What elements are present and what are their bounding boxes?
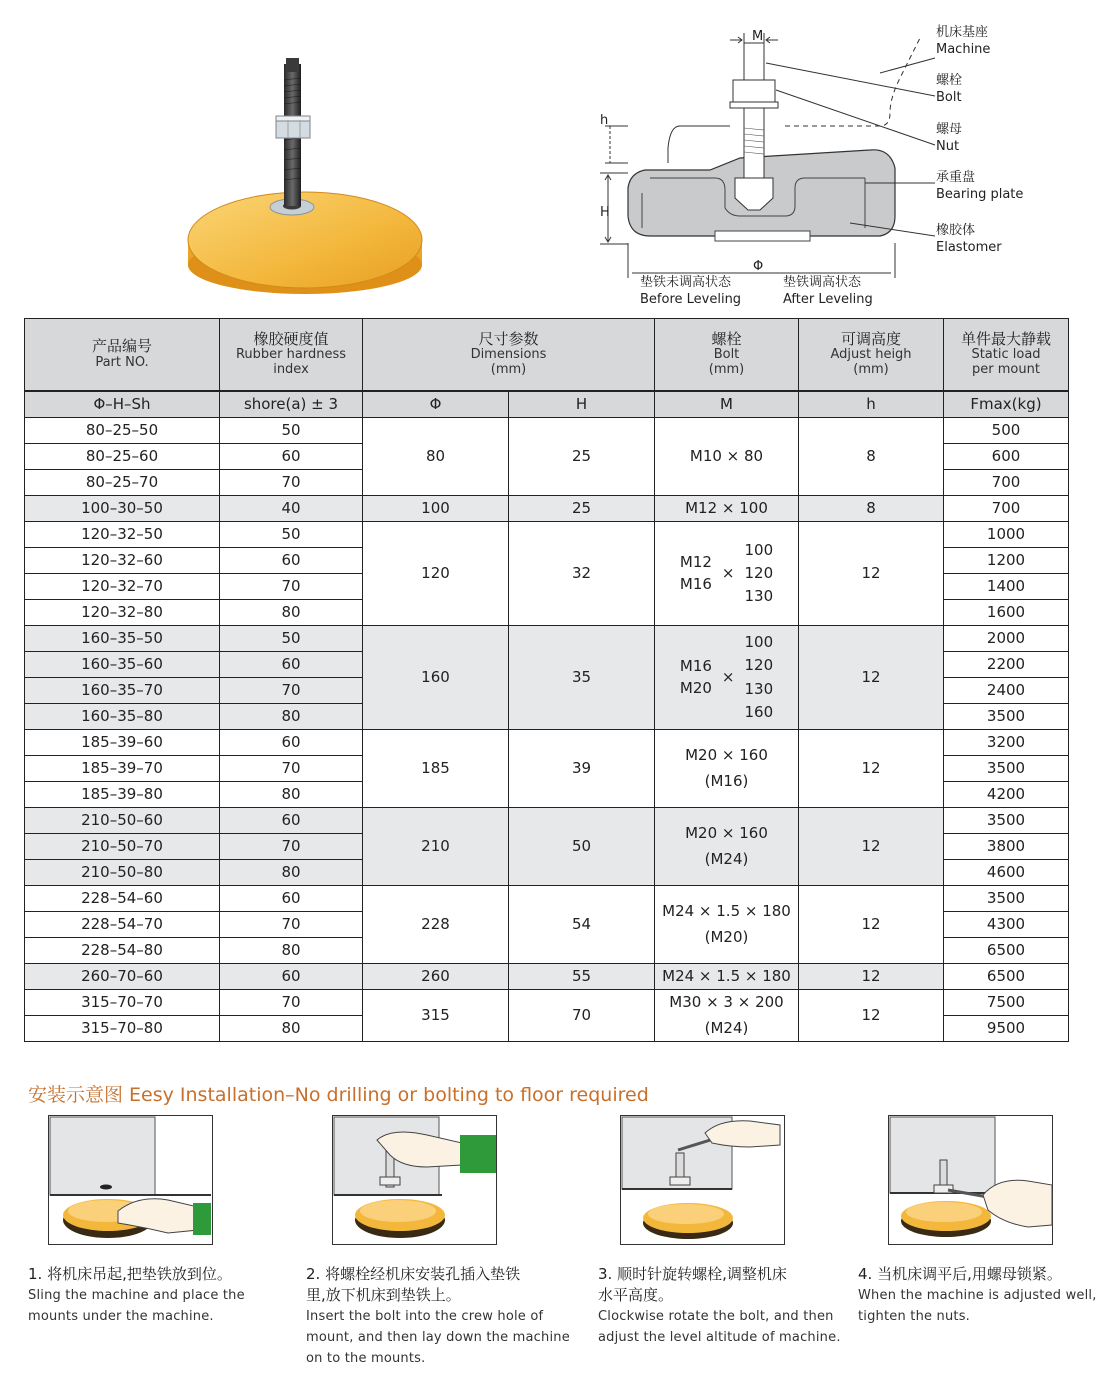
diagram-plate-zh: 承重盘 xyxy=(936,170,976,185)
bolt-times: × xyxy=(721,667,735,686)
bolt-spec: M20 × 160 xyxy=(685,746,768,765)
step-4-text xyxy=(858,1264,1098,1327)
load-cell: 4300 xyxy=(944,912,1069,938)
hardness-cell: 70 xyxy=(220,756,363,782)
part-number-cell: 315–70–80 xyxy=(25,1016,220,1042)
step-1-zh-0: 1. 将机床吊起,把垫铁放到位。 xyxy=(28,1265,232,1283)
phi-cell: 80 xyxy=(363,418,509,496)
step-2-en-0: Insert the bolt into the crew hole of xyxy=(306,1309,544,1324)
load-cell: 1600 xyxy=(944,600,1069,626)
diagram-label-M: M xyxy=(752,29,764,44)
bolt-cell xyxy=(655,496,799,522)
step-4-illustration xyxy=(888,1115,1053,1245)
hardness-cell: 70 xyxy=(220,470,363,496)
diagram-bolt-zh: 螺栓 xyxy=(936,73,963,88)
phi-cell: 228 xyxy=(363,886,509,964)
subheader-H: H xyxy=(509,391,655,418)
bolt-spec: M12 × 100 xyxy=(685,498,768,517)
part-number-cell: 120–32–70 xyxy=(25,574,220,600)
part-number-cell: 120–32–60 xyxy=(25,548,220,574)
bolt-spec: M24 × 1.5 × 180 xyxy=(662,902,791,921)
phi-cell: 260 xyxy=(363,964,509,990)
load-cell: 1400 xyxy=(944,574,1069,600)
hardness-cell: 70 xyxy=(220,990,363,1016)
step-1-illustration xyxy=(48,1115,213,1245)
subheader-part: Φ–H–Sh xyxy=(25,391,220,418)
load-cell: 1000 xyxy=(944,522,1069,548)
load-cell: 700 xyxy=(944,470,1069,496)
part-number-cell: 185–39–80 xyxy=(25,782,220,808)
header-hardness: 橡胶硬度值 Rubber hardness index xyxy=(220,319,363,392)
subheader-M: M xyxy=(655,391,799,418)
load-cell: 2400 xyxy=(944,678,1069,704)
part-number-cell: 185–39–60 xyxy=(25,730,220,756)
diagram-bolt-en: Bolt xyxy=(936,90,962,105)
cross-section-diagram xyxy=(590,18,1070,313)
phi-cell: 210 xyxy=(363,808,509,886)
adjust-height-cell: 12 xyxy=(799,808,944,886)
step-2-en-1: mount, and then lay down the machine xyxy=(306,1330,570,1345)
part-number-cell: 160–35–60 xyxy=(25,652,220,678)
installation-title: 安装示意图 Eesy Installation–No drilling or bolting to floor required xyxy=(28,1084,649,1106)
bolt-length: 130 xyxy=(744,679,774,698)
diagram-label-h: h xyxy=(600,113,609,128)
load-cell: 4600 xyxy=(944,860,1069,886)
subheader-phi: Φ xyxy=(363,391,509,418)
part-number-cell: 228–54–60 xyxy=(25,886,220,912)
bolt-length: 100 xyxy=(744,540,774,559)
step-2-illustration xyxy=(332,1115,497,1245)
step-1-en-1: mounts under the machine. xyxy=(28,1309,214,1324)
phi-cell: 160 xyxy=(363,626,509,730)
table-row xyxy=(25,990,1069,1016)
step-3-zh-0: 3. 顺时针旋转螺栓,调整机床 xyxy=(598,1265,787,1283)
load-cell: 1200 xyxy=(944,548,1069,574)
part-number-cell: 210–50–60 xyxy=(25,808,220,834)
subheader-h: h xyxy=(799,391,944,418)
hardness-cell: 60 xyxy=(220,964,363,990)
load-cell: 3500 xyxy=(944,808,1069,834)
load-cell: 3800 xyxy=(944,834,1069,860)
part-number-cell: 160–35–70 xyxy=(25,678,220,704)
bolt-length: 100 xyxy=(744,633,774,651)
step-4-zh-0: 4. 当机床调平后,用螺母锁紧。 xyxy=(858,1265,1062,1283)
bolt-spec: M24 × 1.5 × 180 xyxy=(662,966,791,985)
bolt-spec: M30 × 3 × 200 xyxy=(669,993,784,1012)
adjust-height-cell: 12 xyxy=(799,886,944,964)
step-2-zh-0: 2. 将螺栓经机床安装孔插入垫铁 xyxy=(306,1265,521,1283)
step-3-en-1: adjust the level altitude of machine. xyxy=(598,1330,841,1345)
part-number-cell: 80–25–60 xyxy=(25,444,220,470)
hardness-cell: 80 xyxy=(220,938,363,964)
bolt-length: 130 xyxy=(744,587,774,606)
table-row xyxy=(25,808,1069,834)
table-row xyxy=(25,886,1069,912)
load-cell: 2000 xyxy=(944,626,1069,652)
hardness-cell: 80 xyxy=(220,704,363,730)
hardness-cell: 60 xyxy=(220,808,363,834)
adjust-height-cell: 12 xyxy=(799,730,944,808)
subheader-hardness: shore(a) ± 3 xyxy=(220,391,363,418)
load-cell: 3200 xyxy=(944,730,1069,756)
diagram-nut-zh: 螺母 xyxy=(936,122,963,137)
part-number-cell: 160–35–50 xyxy=(25,626,220,652)
load-cell: 3500 xyxy=(944,756,1069,782)
table-row xyxy=(25,964,1069,990)
load-cell: 500 xyxy=(944,418,1069,444)
hardness-cell: 60 xyxy=(220,444,363,470)
adjust-height-cell: 8 xyxy=(799,418,944,496)
bolt-cell xyxy=(655,886,799,964)
diagram-label-H: H xyxy=(600,205,610,220)
diagram-after-en: After Leveling xyxy=(783,292,873,307)
hardness-cell: 60 xyxy=(220,730,363,756)
part-number-cell: 80–25–50 xyxy=(25,418,220,444)
hardness-cell: 70 xyxy=(220,834,363,860)
bolt-cell xyxy=(655,626,799,730)
load-cell: 7500 xyxy=(944,990,1069,1016)
step-3-illustration xyxy=(620,1115,785,1245)
hardness-cell: 80 xyxy=(220,600,363,626)
height-cell: 54 xyxy=(509,886,655,964)
step-2-en-2: on to the mounts. xyxy=(306,1351,426,1366)
bolt-cell xyxy=(655,990,799,1042)
phi-cell: 185 xyxy=(363,730,509,808)
header-dimensions: 尺寸参数 Dimensions (mm) xyxy=(363,319,655,392)
height-cell: 39 xyxy=(509,730,655,808)
load-cell: 9500 xyxy=(944,1016,1069,1042)
step-4-en-1: tighten the nuts. xyxy=(858,1309,971,1324)
height-cell: 35 xyxy=(509,626,655,730)
load-cell: 6500 xyxy=(944,964,1069,990)
table-row xyxy=(25,626,1069,652)
bolt-spec: M10 × 80 xyxy=(689,446,764,465)
hardness-cell: 80 xyxy=(220,1016,363,1042)
diagram-before-en: Before Leveling xyxy=(640,292,742,307)
hardness-cell: 70 xyxy=(220,912,363,938)
part-number-cell: 315–70–70 xyxy=(25,990,220,1016)
bolt-cell xyxy=(655,808,799,886)
table-row xyxy=(25,418,1069,444)
part-number-cell: 228–54–70 xyxy=(25,912,220,938)
table-row xyxy=(25,496,1069,522)
bolt-length: 120 xyxy=(744,656,774,675)
part-number-cell: 228–54–80 xyxy=(25,938,220,964)
load-cell: 2200 xyxy=(944,652,1069,678)
hardness-cell: 80 xyxy=(220,782,363,808)
part-number-cell: 120–32–80 xyxy=(25,600,220,626)
part-number-cell: 210–50–70 xyxy=(25,834,220,860)
part-number-cell: 100–30–50 xyxy=(25,496,220,522)
bolt-spec: (M16) xyxy=(704,771,749,790)
adjust-height-cell: 8 xyxy=(799,496,944,522)
step-1-text xyxy=(28,1264,298,1327)
diagram-nut-en: Nut xyxy=(936,139,960,154)
adjust-height-cell: 12 xyxy=(799,626,944,730)
part-number-cell: 120–32–50 xyxy=(25,522,220,548)
header-adjust: 可调高度 Adjust heigh (mm) xyxy=(799,319,944,392)
hardness-cell: 80 xyxy=(220,860,363,886)
bolt-times: × xyxy=(721,563,735,582)
phi-cell: 120 xyxy=(363,522,509,626)
height-cell: 32 xyxy=(509,522,655,626)
height-cell: 70 xyxy=(509,990,655,1042)
bolt-spec: M20 × 160 xyxy=(685,824,768,843)
load-cell: 6500 xyxy=(944,938,1069,964)
phi-cell: 100 xyxy=(363,496,509,522)
hardness-cell: 50 xyxy=(220,626,363,652)
table-row xyxy=(25,522,1069,548)
adjust-height-cell: 12 xyxy=(799,990,944,1042)
hardness-cell: 60 xyxy=(220,548,363,574)
product-photo xyxy=(180,50,430,300)
step-2-zh-1: 里,放下机床到垫铁上。 xyxy=(306,1286,461,1304)
bolt-thread: M12 xyxy=(679,553,712,572)
load-cell: 3500 xyxy=(944,886,1069,912)
bolt-spec: (M24) xyxy=(704,1018,749,1037)
adjust-height-cell: 12 xyxy=(799,522,944,626)
part-number-cell: 260–70–60 xyxy=(25,964,220,990)
bolt-length: 160 xyxy=(744,702,774,721)
table-row xyxy=(25,730,1069,756)
height-cell: 50 xyxy=(509,808,655,886)
hardness-cell: 70 xyxy=(220,574,363,600)
part-number-cell: 80–25–70 xyxy=(25,470,220,496)
diagram-before-zh: 垫铁未调高状态 xyxy=(640,275,732,290)
phi-cell: 315 xyxy=(363,990,509,1042)
bolt-length: 120 xyxy=(744,563,774,582)
hardness-cell: 40 xyxy=(220,496,363,522)
hardness-cell: 60 xyxy=(220,886,363,912)
load-cell: 4200 xyxy=(944,782,1069,808)
part-number-cell: 160–35–80 xyxy=(25,704,220,730)
load-cell: 3500 xyxy=(944,704,1069,730)
step-1-en-0: Sling the machine and place the xyxy=(28,1288,245,1303)
diagram-label-phi: Φ xyxy=(753,259,764,274)
spec-table xyxy=(24,318,1069,1042)
bolt-cell xyxy=(655,418,799,496)
part-number-cell: 185–39–70 xyxy=(25,756,220,782)
header-bolt: 螺栓 Bolt (mm) xyxy=(655,319,799,392)
subheader-load: Fmax(kg) xyxy=(944,391,1069,418)
diagram-machine-zh: 机床基座 xyxy=(936,25,989,40)
adjust-height-cell: 12 xyxy=(799,964,944,990)
height-cell: 25 xyxy=(509,418,655,496)
step-4-en-0: When the machine is adjusted well, xyxy=(858,1288,1097,1303)
diagram-elastomer-en: Elastomer xyxy=(936,240,1002,255)
bolt-spec: (M20) xyxy=(704,927,749,946)
step-3-text xyxy=(598,1264,848,1348)
hardness-cell: 70 xyxy=(220,678,363,704)
load-cell: 700 xyxy=(944,496,1069,522)
hardness-cell: 60 xyxy=(220,652,363,678)
step-3-en-0: Clockwise rotate the bolt, and then xyxy=(598,1309,834,1324)
header-part: 产品编号 Part NO. xyxy=(25,319,220,392)
hardness-cell: 50 xyxy=(220,522,363,548)
diagram-elastomer-zh: 橡胶体 xyxy=(936,223,976,238)
part-number-cell: 210–50–80 xyxy=(25,860,220,886)
bolt-cell xyxy=(655,522,799,626)
height-cell: 25 xyxy=(509,496,655,522)
hardness-cell: 50 xyxy=(220,418,363,444)
step-3-zh-1: 水平高度。 xyxy=(598,1286,674,1304)
diagram-plate-en: Bearing plate xyxy=(936,187,1024,202)
diagram-machine-en: Machine xyxy=(936,42,991,57)
spec-table-body xyxy=(25,418,1069,1042)
bolt-thread: M20 xyxy=(679,678,712,697)
height-cell: 55 xyxy=(509,964,655,990)
bolt-cell xyxy=(655,730,799,808)
bolt-thread: M16 xyxy=(679,657,712,676)
load-cell: 600 xyxy=(944,444,1069,470)
bolt-spec: (M24) xyxy=(704,849,749,868)
bolt-cell xyxy=(655,964,799,990)
diagram-after-zh: 垫铁调高状态 xyxy=(783,275,862,290)
header-load: 单件最大静载 Static load per mount xyxy=(944,319,1069,392)
bolt-thread: M16 xyxy=(679,574,712,593)
step-2-text xyxy=(306,1264,576,1369)
